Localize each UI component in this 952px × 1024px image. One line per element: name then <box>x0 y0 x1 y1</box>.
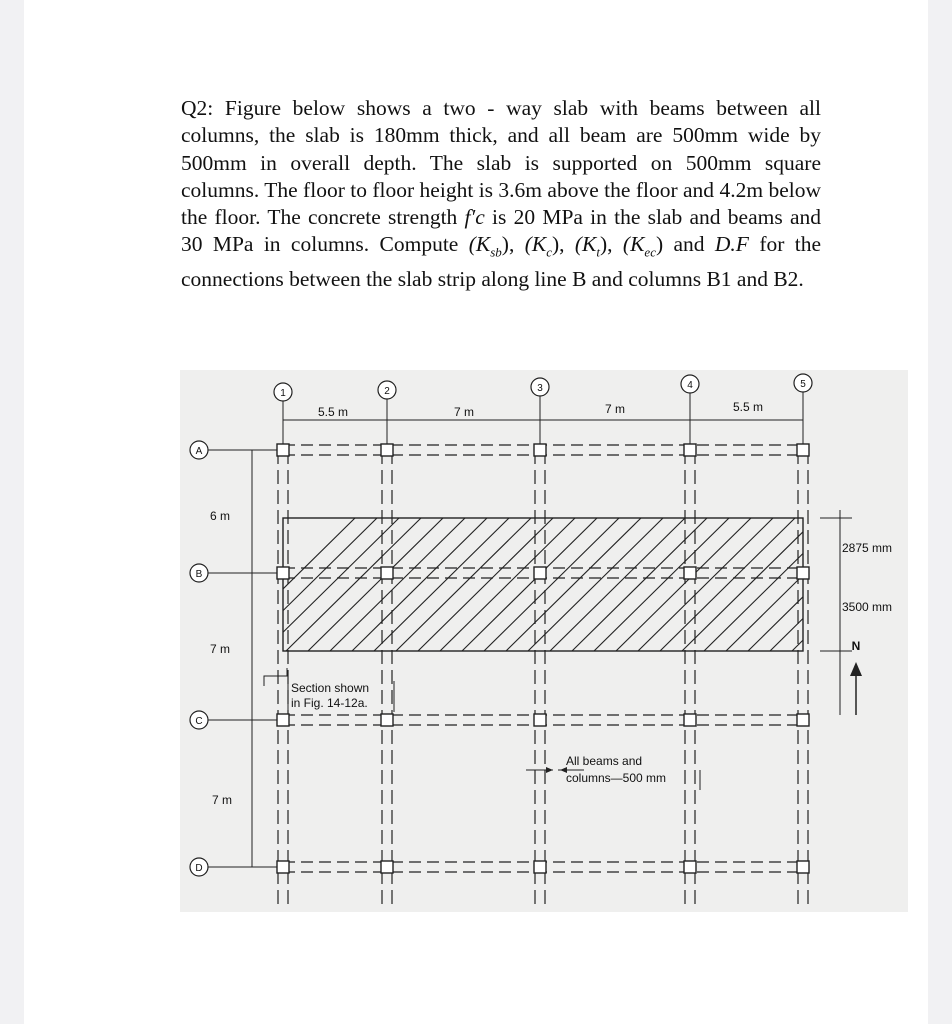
ksb-subscript: sb <box>490 244 502 260</box>
ksb-close: ), <box>501 232 525 257</box>
column-D4 <box>684 861 696 873</box>
section-note-line2: in Fig. 14-12a. <box>291 696 368 710</box>
df-label: D.F <box>714 232 749 257</box>
hatched-strip <box>220 518 908 651</box>
kt-label: (K <box>564 232 597 257</box>
column-bubble-5 <box>794 374 812 406</box>
slab-plan-figure <box>180 370 908 912</box>
question-ending: for the connections between the slab strip along line B and columns B1 and B2. <box>181 232 822 292</box>
ksb-label: (K <box>468 232 491 257</box>
row-span-label-b-c: 7 m <box>209 642 231 656</box>
section-note-line1: Section shown <box>291 681 370 695</box>
question-middle: is 20 MPa in the slab and beams and 30 MPa in columns. Compute <box>181 205 822 257</box>
kc-close: ), <box>551 232 565 257</box>
document-page <box>24 0 928 1024</box>
kt-subscript: t <box>596 244 601 260</box>
column-line-bubbles <box>274 374 812 406</box>
span-label-1-2: 5.5 m <box>317 405 349 419</box>
strip-dimension-top: 2875 mm <box>842 541 893 555</box>
column-A5 <box>797 444 809 456</box>
beam-lines <box>208 406 808 910</box>
column-bubble-2 <box>378 381 396 406</box>
column-bubble-1 <box>274 383 292 406</box>
row-line-bubbles <box>190 441 208 876</box>
column-C3 <box>534 714 546 726</box>
kt-close: ), <box>600 232 623 257</box>
span-label-4-5: 5.5 m <box>732 400 764 414</box>
kec-label: (K <box>622 232 645 257</box>
column-bubble-label-5: 5 <box>800 379 806 390</box>
kec-subscript: ec <box>644 244 656 260</box>
span-label-2-3: 7 m <box>453 405 475 419</box>
column-bubble-4 <box>681 375 699 406</box>
row-bubble-A <box>190 441 208 459</box>
column-bubble-label-1: 1 <box>280 388 286 399</box>
span-labels <box>210 400 763 807</box>
section-note <box>264 668 394 712</box>
kc-subscript: c <box>546 244 552 260</box>
column-B2 <box>381 567 393 579</box>
column-B1 <box>277 567 289 579</box>
north-arrow <box>850 639 862 715</box>
column-bubble-3 <box>531 378 549 406</box>
row-bubble-D <box>190 858 208 876</box>
beams-note-line1: All beams and <box>566 754 643 768</box>
kc-label: (K <box>524 232 547 257</box>
row-span-label-a-b: 6 m <box>209 509 231 523</box>
slab-plan-drawing <box>180 370 908 912</box>
row-bubble-label-A: A <box>195 446 203 457</box>
beams-note-line2: columns—500 mm <box>566 771 667 785</box>
column-A2 <box>381 444 393 456</box>
and-text: and <box>663 232 715 257</box>
column-B4 <box>684 567 696 579</box>
row-bubble-label-C: C <box>195 716 203 727</box>
column-B5 <box>797 567 809 579</box>
column-C1 <box>277 714 289 726</box>
column-A4 <box>684 444 696 456</box>
column-bubble-label-2: 2 <box>384 386 390 397</box>
beams-note <box>526 754 666 785</box>
row-bubble-label-B: B <box>195 569 203 580</box>
column-C4 <box>684 714 696 726</box>
column-D5 <box>797 861 809 873</box>
row-bubble-C <box>190 711 208 729</box>
row-bubble-B <box>190 564 208 582</box>
column-B3 <box>534 567 546 579</box>
column-D1 <box>277 861 289 873</box>
column-bubble-label-3: 3 <box>537 383 543 394</box>
kec-close: ) <box>655 232 664 257</box>
column-C5 <box>797 714 809 726</box>
column-A1 <box>277 444 289 456</box>
column-C2 <box>381 714 393 726</box>
columns <box>277 444 809 873</box>
north-label: N <box>851 639 861 653</box>
column-D3 <box>534 861 546 873</box>
column-bubble-label-4: 4 <box>687 380 693 391</box>
dimension-lines <box>252 420 852 867</box>
span-label-3-4: 7 m <box>604 402 626 416</box>
question-intro: Q2: Figure below shows a two - way slab with beams between all columns, the slab is 180mm thick, and all beam are 500mm wide by 500mm in overall depth. The slab is supported on 500mm square columns. The floor to floor height is 3.6m above the floor and 4.2m below the floor. The concrete strength <box>181 96 821 230</box>
question-text <box>181 95 821 293</box>
column-D2 <box>381 861 393 873</box>
fc-symbol: f′c <box>464 205 485 230</box>
row-bubble-label-D: D <box>195 863 203 874</box>
column-A3 <box>534 444 546 456</box>
row-span-label-c-d: 7 m <box>211 793 233 807</box>
strip-dimension-bottom: 3500 mm <box>842 600 893 614</box>
